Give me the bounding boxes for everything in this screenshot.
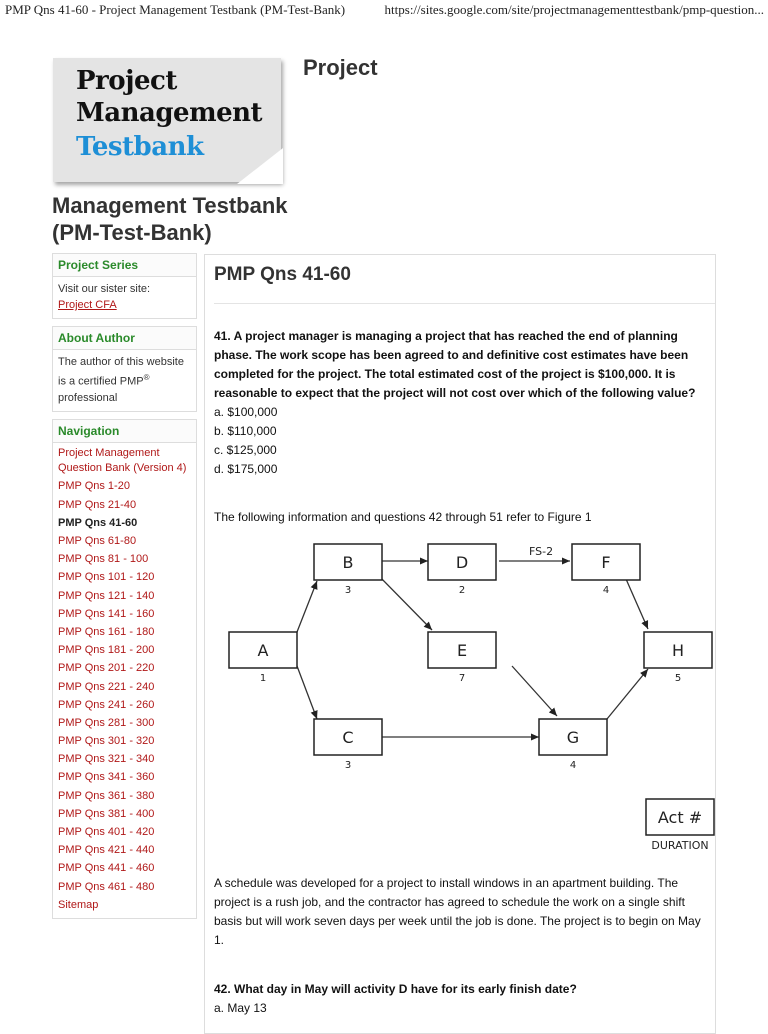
nav-item[interactable]: PMP Qns 141 - 160: [58, 607, 155, 620]
project-series-heading: Project Series: [53, 254, 196, 277]
nav-item[interactable]: PMP Qns 41-60: [58, 516, 138, 529]
project-series-body: [53, 277, 196, 318]
nav-item[interactable]: PMP Qns 281 - 300: [58, 716, 155, 729]
nav-item[interactable]: PMP Qns 101 - 120: [58, 571, 155, 584]
nav-item[interactable]: PMP Qns 161 - 180: [58, 625, 155, 638]
node-duration-g: 4: [569, 760, 577, 771]
author-text-2: professional: [58, 391, 118, 404]
question-41-option: a. $100,000: [214, 405, 278, 419]
main-title: PMP Qns 41-60: [214, 264, 351, 285]
legend-box-label: Act #: [657, 808, 703, 827]
navigation-box: [52, 419, 197, 920]
node-label-d: D: [455, 553, 469, 572]
question-41-text: 41. A project manager is managing a project that has reached the end of planning phase. The work scope has been agreed to and definitive cost estimates have been completed for the project. The total estimated cost of the project is $100,000. It is reasonable to expect that the project will not cost over which of the following value?: [214, 329, 696, 400]
question-41: [214, 327, 709, 479]
print-header: [0, 0, 768, 20]
question-42-text: 42. What day in May will activity D have for its early finish date?: [214, 982, 577, 996]
node-label-b: B: [342, 553, 354, 572]
nav-item[interactable]: PMP Qns 241 - 260: [58, 698, 155, 711]
site-logo[interactable]: [53, 58, 285, 186]
site-title: [52, 192, 288, 246]
node-duration-h: 5: [674, 673, 682, 684]
nav-item[interactable]: PMP Qns 181 - 200: [58, 644, 155, 657]
question-41-option: d. $175,000: [214, 462, 278, 476]
nav-item[interactable]: PMP Qns 1-20: [58, 480, 130, 493]
nav-item[interactable]: PMP Qns 421 - 440: [58, 844, 155, 857]
navigation-list: [53, 443, 196, 919]
nav-item[interactable]: PMP Qns 361 - 380: [58, 789, 155, 802]
arrow-a-c: [297, 666, 317, 719]
navigation-heading: Navigation: [53, 420, 196, 443]
logo-line-1: Project: [76, 66, 177, 96]
nav-item[interactable]: PMP Qns 201 - 220: [58, 662, 155, 675]
node-duration-a: 1: [259, 673, 267, 684]
node-label-g: G: [566, 728, 580, 747]
nav-item[interactable]: PMP Qns 381 - 400: [58, 807, 155, 820]
nav-item[interactable]: PMP Qns 221 - 240: [58, 680, 155, 693]
question-41-option: b. $110,000: [214, 424, 277, 438]
nav-item[interactable]: PMP Qns 341 - 360: [58, 771, 155, 784]
node-duration-d: 2: [458, 585, 466, 596]
node-label-a: A: [257, 641, 269, 660]
lag-label: FS-2: [529, 545, 554, 558]
sidebar: [52, 253, 197, 926]
nav-item[interactable]: Sitemap: [58, 898, 99, 911]
node-duration-c: 3: [344, 760, 352, 771]
arrow-g-h: [607, 669, 648, 719]
about-author-body: [53, 350, 196, 411]
node-duration-b: 3: [344, 585, 352, 596]
logo-line-2: Management: [76, 98, 263, 128]
question-41-option: c. $125,000: [214, 443, 277, 457]
node-duration-f: 4: [602, 585, 610, 596]
nav-item[interactable]: PMP Qns 401 - 420: [58, 826, 155, 838]
network-diagram: [223, 539, 718, 869]
question-42: [214, 980, 709, 1018]
node-label-h: H: [671, 641, 685, 660]
arrow-f-h: [626, 579, 648, 629]
page-title: PMP Qns 41-60 - Project Management Testbank (PM-Test-Bank): [5, 2, 346, 17]
site-title-part1: Project: [303, 55, 378, 80]
page-url[interactable]: https://sites.google.com/site/projectmanagementtestbank/pmp-question...: [384, 2, 764, 17]
nav-item[interactable]: PMP Qns 441 - 460: [58, 862, 155, 875]
site-title-part2: Management Testbank: [52, 193, 288, 218]
scenario-text: A schedule was developed for a project to install windows in an apartment building. The project is a rush job, and the contractor has agreed to schedule the work on a single shift basis but will work seven days per week until the job is done. The project is to begin on May 1.: [214, 876, 701, 947]
title-divider: [214, 303, 715, 304]
nav-item[interactable]: PMP Qns 81 - 100: [58, 553, 149, 566]
nav-item[interactable]: PMP Qns 301 - 320: [58, 735, 155, 748]
about-author-heading: About Author: [53, 327, 196, 350]
figure-intro: The following information and questions 42 through 51 refer to Figure 1: [214, 510, 592, 524]
node-label-e: E: [456, 641, 468, 660]
legend-duration-label: DURATION: [651, 839, 709, 852]
main-content: [204, 254, 716, 1034]
node-label-f: F: [601, 553, 611, 572]
site-title-part3: (PM-Test-Bank): [52, 220, 212, 245]
registered-mark: ®: [143, 373, 150, 382]
author-text: The author of this website is a certified PMP: [58, 356, 184, 388]
nav-item[interactable]: PMP Qns 61-80: [58, 535, 137, 547]
nav-item[interactable]: PMP Qns 21-40: [58, 498, 137, 511]
nav-item[interactable]: PMP Qns 461 - 480: [58, 880, 155, 893]
nav-item[interactable]: PMP Qns 121 - 140: [58, 589, 155, 602]
logo-line-3: Testbank: [76, 132, 204, 162]
question-42-option: a. May 13: [214, 1001, 267, 1015]
logo-card: [53, 58, 281, 182]
arrow-e-g: [512, 666, 557, 716]
arrow-b-e: [380, 577, 432, 630]
page-curl-decoration: [237, 148, 283, 184]
nav-item[interactable]: Project Management Question Bank (Version 4): [58, 447, 187, 475]
arrow-a-b: [297, 581, 317, 632]
node-label-c: C: [342, 728, 354, 747]
node-duration-e: 7: [458, 673, 466, 684]
project-cfa-link[interactable]: Project CFA: [58, 299, 117, 311]
project-series-box: [52, 253, 197, 319]
about-author-box: [52, 326, 197, 412]
sister-site-text: Visit our sister site:: [58, 283, 151, 295]
nav-item[interactable]: PMP Qns 321 - 340: [58, 753, 155, 766]
